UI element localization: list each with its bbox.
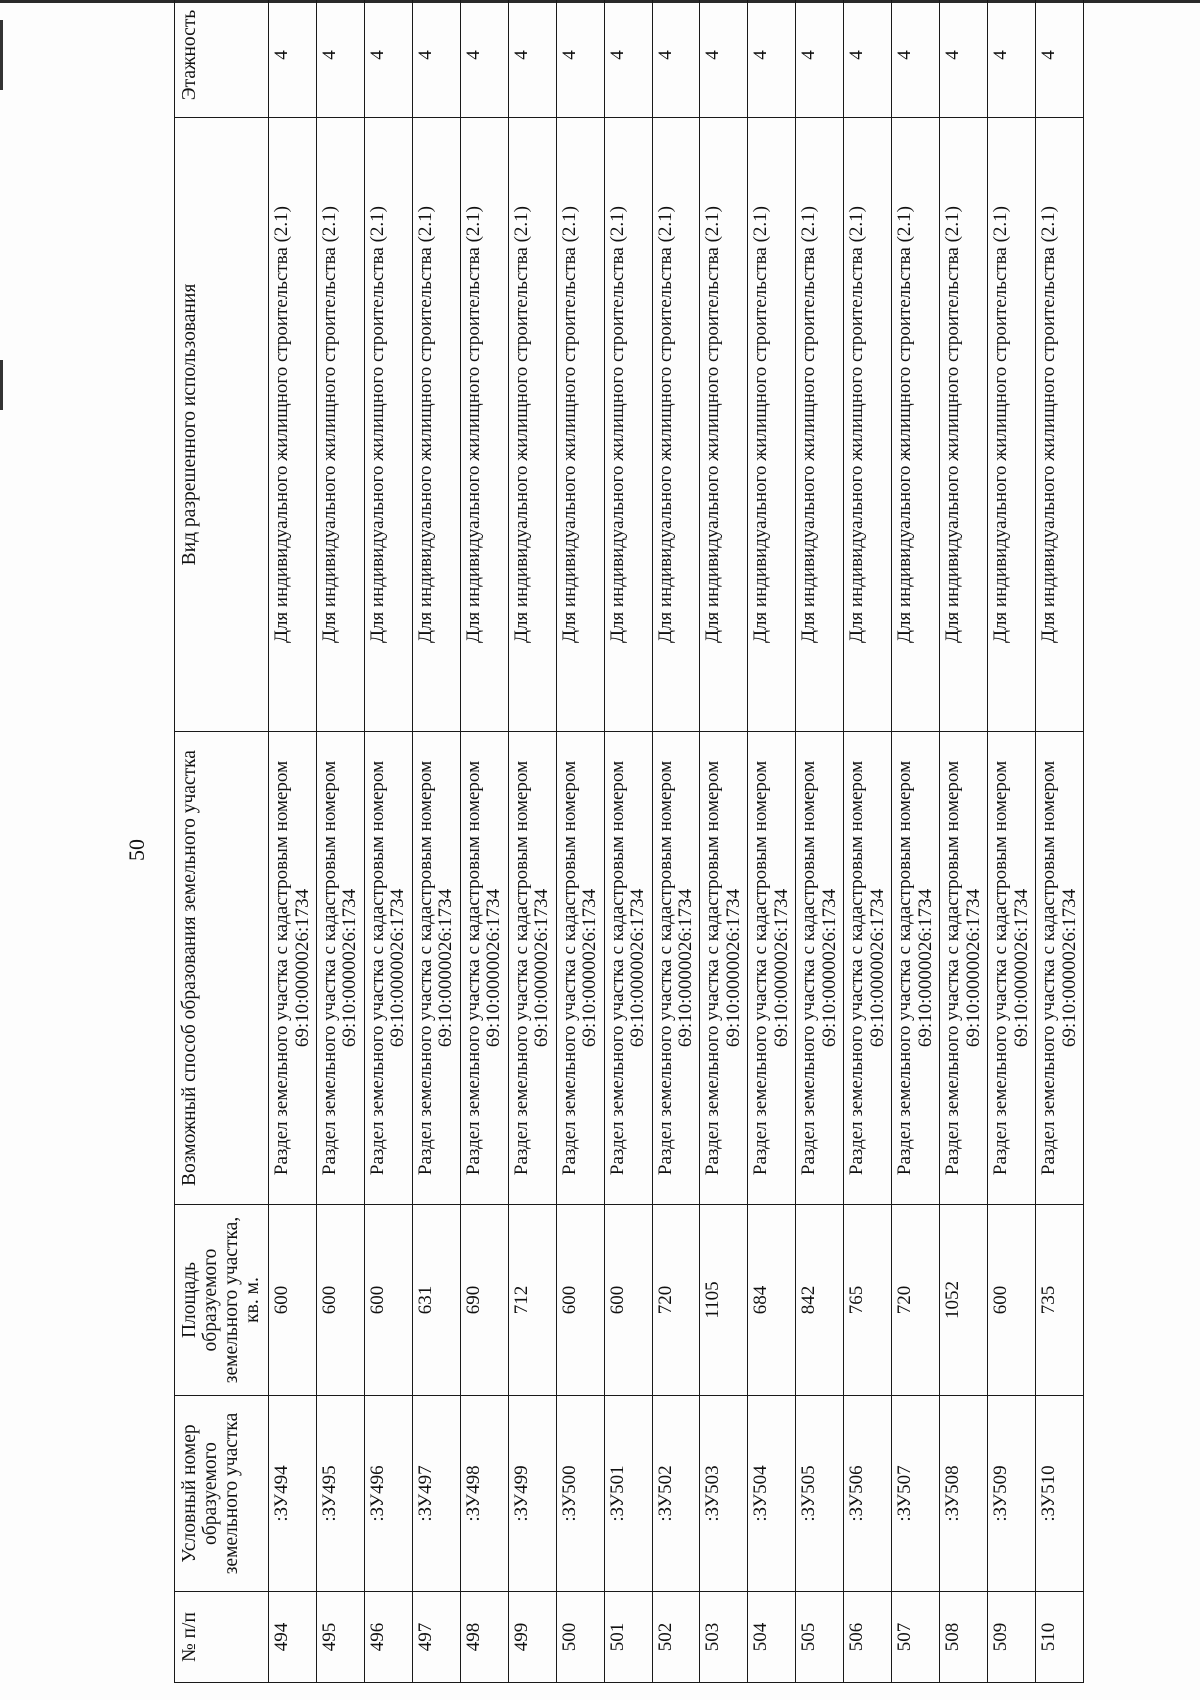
- table-row: [1036, 0, 1084, 1683]
- row-number-cell: 504: [748, 1592, 796, 1683]
- floors-cell: 4: [652, 0, 700, 118]
- formation-method-cell: Раздел земельного участка с кадастровым номером 69:10:0000026:1734: [604, 732, 652, 1205]
- formation-method-cell: Раздел земельного участка с кадастровым номером 69:10:0000026:1734: [412, 732, 460, 1205]
- header-cell: Этажность: [175, 0, 269, 118]
- permitted-use-cell: Для индивидуального жилищного строительства (2.1): [796, 118, 844, 732]
- permitted-use-cell: Для индивидуального жилищного строительства (2.1): [460, 118, 508, 732]
- formation-method-cell: Раздел земельного участка с кадастровым номером 69:10:0000026:1734: [460, 732, 508, 1205]
- floors-cell: 4: [700, 0, 748, 118]
- table-row: [556, 0, 604, 1683]
- floors-cell: 4: [460, 0, 508, 118]
- header-cell: Площадь образуемого земельного участка, кв. м.: [175, 1205, 269, 1396]
- plot-id-cell: :ЗУ509: [988, 1396, 1036, 1592]
- row-number-cell: 505: [796, 1592, 844, 1683]
- row-number-cell: 508: [940, 1592, 988, 1683]
- floors-cell: 4: [844, 0, 892, 118]
- table-row: [892, 0, 940, 1683]
- floors-cell: 4: [796, 0, 844, 118]
- permitted-use-cell: Для индивидуального жилищного строительства (2.1): [940, 118, 988, 732]
- formation-method-cell: Раздел земельного участка с кадастровым номером 69:10:0000026:1734: [796, 732, 844, 1205]
- area-cell: 631: [412, 1205, 460, 1396]
- table-row: [460, 0, 508, 1683]
- permitted-use-cell: Для индивидуального жилищного строительства (2.1): [652, 118, 700, 732]
- permitted-use-cell: Для индивидуального жилищного строительства (2.1): [316, 118, 364, 732]
- formation-method-cell: Раздел земельного участка с кадастровым номером 69:10:0000026:1734: [940, 732, 988, 1205]
- floors-cell: 4: [748, 0, 796, 118]
- formation-method-cell: Раздел земельного участка с кадастровым номером 69:10:0000026:1734: [700, 732, 748, 1205]
- formation-method-cell: Раздел земельного участка с кадастровым номером 69:10:0000026:1734: [556, 732, 604, 1205]
- permitted-use-cell: Для индивидуального жилищного строительства (2.1): [508, 118, 556, 732]
- row-number-cell: 503: [700, 1592, 748, 1683]
- formation-method-cell: Раздел земельного участка с кадастровым номером 69:10:0000026:1734: [269, 732, 317, 1205]
- floors-cell: 4: [604, 0, 652, 118]
- floors-cell: 4: [988, 0, 1036, 118]
- header-cell: Вид разрешенного использования: [175, 118, 269, 732]
- table-row: [700, 0, 748, 1683]
- area-cell: 600: [364, 1205, 412, 1396]
- plot-id-cell: :ЗУ501: [604, 1396, 652, 1592]
- table-row: [988, 0, 1036, 1683]
- floors-cell: 4: [940, 0, 988, 118]
- permitted-use-cell: Для индивидуального жилищного строительства (2.1): [556, 118, 604, 732]
- row-number-cell: 506: [844, 1592, 892, 1683]
- plot-id-cell: :ЗУ507: [892, 1396, 940, 1592]
- formation-method-cell: Раздел земельного участка с кадастровым номером 69:10:0000026:1734: [1036, 732, 1084, 1205]
- formation-method-cell: Раздел земельного участка с кадастровым номером 69:10:0000026:1734: [652, 732, 700, 1205]
- area-cell: 1105: [700, 1205, 748, 1396]
- formation-method-cell: Раздел земельного участка с кадастровым номером 69:10:0000026:1734: [364, 732, 412, 1205]
- plot-id-cell: :ЗУ497: [412, 1396, 460, 1592]
- area-cell: 842: [796, 1205, 844, 1396]
- area-cell: 600: [316, 1205, 364, 1396]
- formation-method-cell: Раздел земельного участка с кадастровым номером 69:10:0000026:1734: [844, 732, 892, 1205]
- floors-cell: 4: [508, 0, 556, 118]
- row-number-cell: 501: [604, 1592, 652, 1683]
- rotated-table-frame: [174, 0, 1084, 1683]
- area-cell: 720: [652, 1205, 700, 1396]
- floors-cell: 4: [1036, 0, 1084, 118]
- table-row: [269, 0, 317, 1683]
- formation-method-cell: Раздел земельного участка с кадастровым номером 69:10:0000026:1734: [316, 732, 364, 1205]
- table-row: [748, 0, 796, 1683]
- row-number-cell: 502: [652, 1592, 700, 1683]
- floors-cell: 4: [556, 0, 604, 118]
- permitted-use-cell: Для индивидуального жилищного строительства (2.1): [412, 118, 460, 732]
- area-cell: 720: [892, 1205, 940, 1396]
- permitted-use-cell: Для индивидуального жилищного строительства (2.1): [988, 118, 1036, 732]
- row-number-cell: 500: [556, 1592, 604, 1683]
- row-number-cell: 507: [892, 1592, 940, 1683]
- area-cell: 1052: [940, 1205, 988, 1396]
- table-row: [652, 0, 700, 1683]
- area-cell: 735: [1036, 1205, 1084, 1396]
- formation-method-cell: Раздел земельного участка с кадастровым номером 69:10:0000026:1734: [988, 732, 1036, 1205]
- formation-method-cell: Раздел земельного участка с кадастровым номером 69:10:0000026:1734: [748, 732, 796, 1205]
- table-row: [508, 0, 556, 1683]
- row-number-cell: 495: [316, 1592, 364, 1683]
- row-number-cell: 494: [269, 1592, 317, 1683]
- row-number-cell: 497: [412, 1592, 460, 1683]
- permitted-use-cell: Для индивидуального жилищного строительства (2.1): [364, 118, 412, 732]
- permitted-use-cell: Для индивидуального жилищного строительства (2.1): [269, 118, 317, 732]
- table-header-row: [175, 0, 269, 1683]
- permitted-use-cell: Для индивидуального жилищного строительства (2.1): [892, 118, 940, 732]
- table-row: [844, 0, 892, 1683]
- header-cell: Возможный способ образования земельного участка: [175, 732, 269, 1205]
- table-row: [796, 0, 844, 1683]
- row-number-cell: 510: [1036, 1592, 1084, 1683]
- row-number-cell: 509: [988, 1592, 1036, 1683]
- plot-id-cell: :ЗУ495: [316, 1396, 364, 1592]
- row-number-cell: 496: [364, 1592, 412, 1683]
- area-cell: 684: [748, 1205, 796, 1396]
- plot-id-cell: :ЗУ504: [748, 1396, 796, 1592]
- area-cell: 600: [556, 1205, 604, 1396]
- area-cell: 690: [460, 1205, 508, 1396]
- page-number: 50: [124, 839, 149, 861]
- floors-cell: 4: [364, 0, 412, 118]
- formation-method-cell: Раздел земельного участка с кадастровым номером 69:10:0000026:1734: [508, 732, 556, 1205]
- table-row: [940, 0, 988, 1683]
- header-cell: № п/п: [175, 1592, 269, 1683]
- plot-id-cell: :ЗУ510: [1036, 1396, 1084, 1592]
- row-number-cell: 499: [508, 1592, 556, 1683]
- table-row: [604, 0, 652, 1683]
- table-row: [412, 0, 460, 1683]
- plot-id-cell: :ЗУ502: [652, 1396, 700, 1592]
- table-body: [269, 0, 1084, 1683]
- land-plots-table: [174, 0, 1084, 1683]
- plot-id-cell: :ЗУ506: [844, 1396, 892, 1592]
- plot-id-cell: :ЗУ498: [460, 1396, 508, 1592]
- area-cell: 600: [604, 1205, 652, 1396]
- floors-cell: 4: [269, 0, 317, 118]
- plot-id-cell: :ЗУ496: [364, 1396, 412, 1592]
- area-cell: 765: [844, 1205, 892, 1396]
- area-cell: 712: [508, 1205, 556, 1396]
- plot-id-cell: :ЗУ503: [700, 1396, 748, 1592]
- plot-id-cell: :ЗУ505: [796, 1396, 844, 1592]
- permitted-use-cell: Для индивидуального жилищного строительства (2.1): [844, 118, 892, 732]
- table-row: [316, 0, 364, 1683]
- area-cell: 600: [988, 1205, 1036, 1396]
- formation-method-cell: Раздел земельного участка с кадастровым номером 69:10:0000026:1734: [892, 732, 940, 1205]
- permitted-use-cell: Для индивидуального жилищного строительства (2.1): [700, 118, 748, 732]
- plot-id-cell: :ЗУ499: [508, 1396, 556, 1592]
- permitted-use-cell: Для индивидуального жилищного строительства (2.1): [748, 118, 796, 732]
- scan-edge-mark: [0, 360, 3, 410]
- scan-edge-mark: [0, 20, 3, 90]
- header-cell: Условный номер образуемого земельного участка: [175, 1396, 269, 1592]
- row-number-cell: 498: [460, 1592, 508, 1683]
- permitted-use-cell: Для индивидуального жилищного строительства (2.1): [604, 118, 652, 732]
- plot-id-cell: :ЗУ494: [269, 1396, 317, 1592]
- floors-cell: 4: [412, 0, 460, 118]
- floors-cell: 4: [316, 0, 364, 118]
- permitted-use-cell: Для индивидуального жилищного строительства (2.1): [1036, 118, 1084, 732]
- plot-id-cell: :ЗУ508: [940, 1396, 988, 1592]
- plot-id-cell: :ЗУ500: [556, 1396, 604, 1592]
- table-row: [364, 0, 412, 1683]
- floors-cell: 4: [892, 0, 940, 118]
- area-cell: 600: [269, 1205, 317, 1396]
